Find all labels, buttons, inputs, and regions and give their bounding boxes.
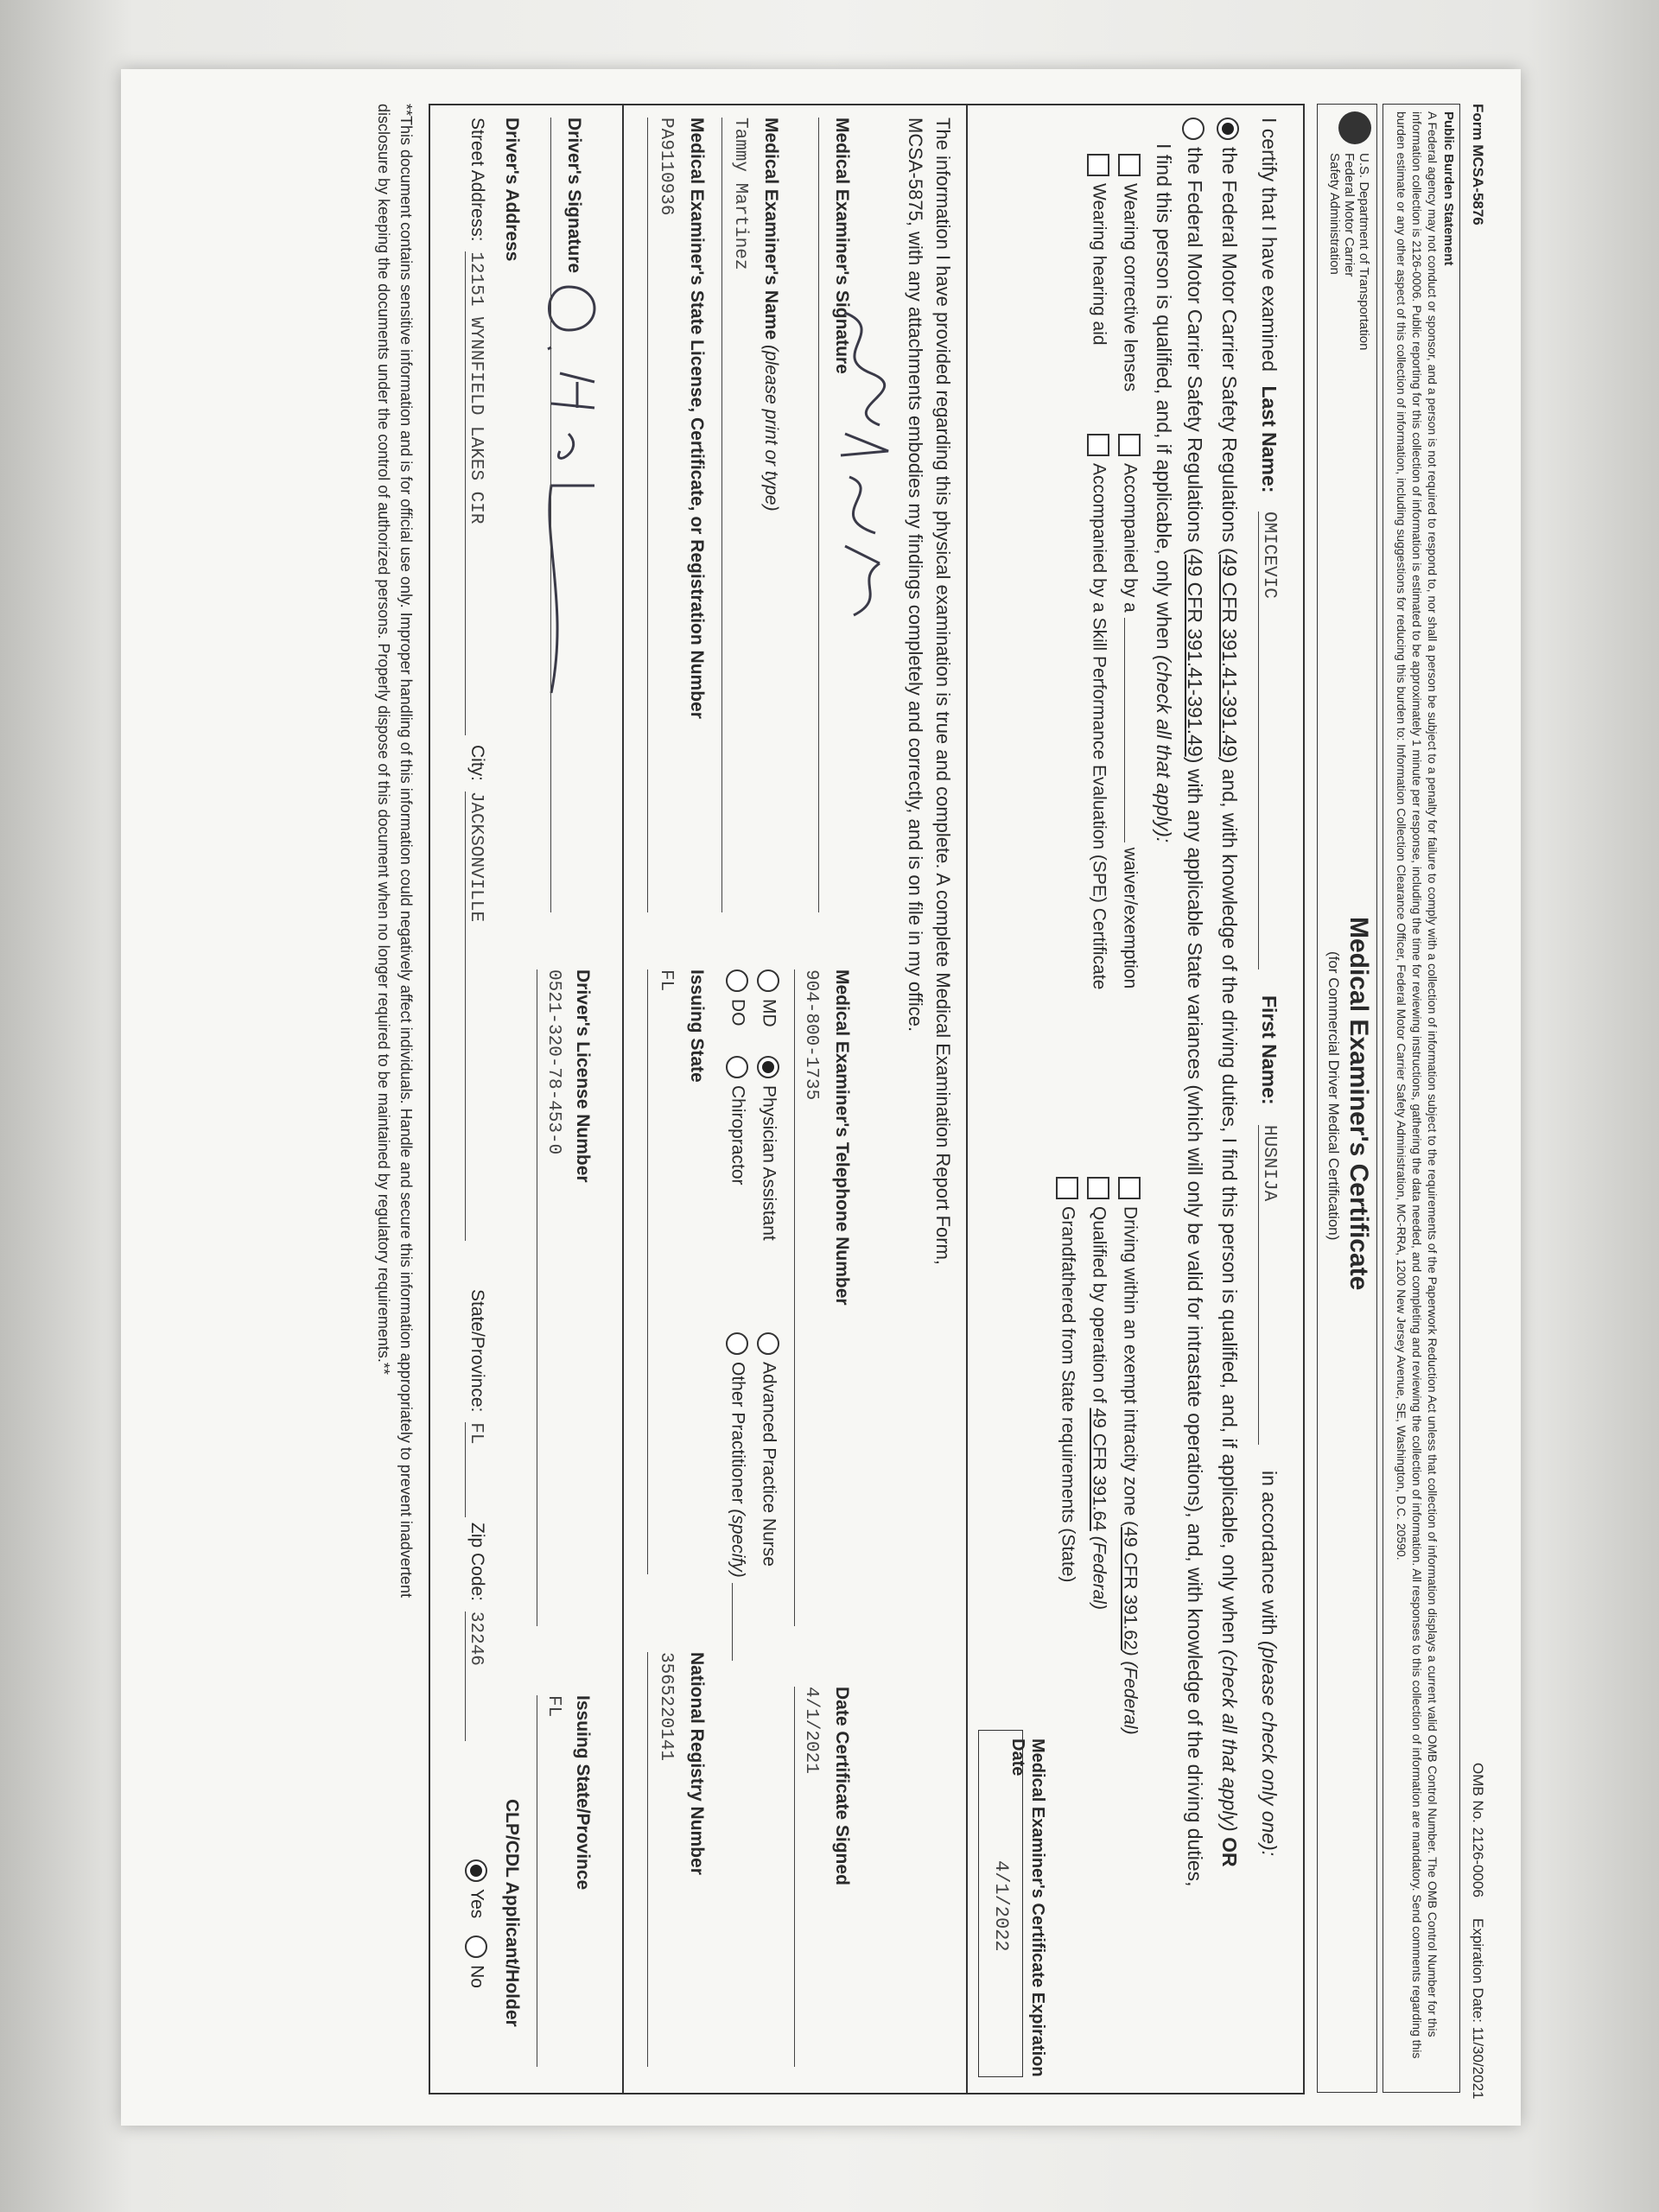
md-radio[interactable]: [757, 969, 779, 992]
cond-label: Qualified by operation of: [1089, 1206, 1109, 1403]
registry-value[interactable]: 3565220141: [656, 1652, 676, 1762]
first-name-label: First Name:: [1258, 995, 1281, 1105]
other-blank[interactable]: [732, 1583, 733, 1661]
form-number: Form MCSA-5876: [1470, 104, 1486, 226]
intracity-checkbox[interactable]: [1118, 1177, 1141, 1199]
cond-label: Wearing hearing aid: [1089, 183, 1109, 346]
examiner-name-label: Medical Examiner's Name: [761, 118, 781, 340]
first-name-field[interactable]: HUSNIJA: [1258, 1125, 1279, 1445]
option-text: the Federal Motor Carrier Safety Regulations (: [1218, 147, 1241, 555]
do-radio[interactable]: [726, 969, 748, 992]
option-note: (check all that apply):: [1153, 654, 1175, 843]
driver-license-value[interactable]: 0521-320-78-453-0: [543, 969, 563, 1155]
phone-value[interactable]: 904-800-1735: [801, 969, 821, 1101]
cond-label: Accompanied by a Skill Performance Evaluation (SPE) Certificate: [1089, 463, 1109, 990]
cond-intracity[interactable]: [1118, 1177, 1141, 1735]
cond-lenses[interactable]: [1118, 154, 1141, 391]
burden-title: Public Burden Statement: [1441, 111, 1456, 266]
type-chiro[interactable]: [726, 1056, 748, 1185]
phone-line: [794, 969, 795, 1626]
city-value[interactable]: JACKSONVILLE: [465, 791, 486, 1241]
last-name-label: Last Name:: [1258, 385, 1281, 493]
type-do[interactable]: [726, 969, 748, 1027]
type-label: Physician Assistant: [759, 1085, 779, 1241]
date-line: [794, 1687, 795, 2067]
type-label: Advanced Practice Nurse: [759, 1362, 779, 1567]
certify-line: [1257, 118, 1281, 493]
driver-signature-line[interactable]: [550, 118, 551, 912]
state-label: State/Province:: [467, 1289, 487, 1413]
license-line: [647, 118, 648, 912]
certificate-title: Medical Examiner's Certificate: [1344, 917, 1373, 1291]
city-label: City:: [467, 745, 487, 781]
expiration-field[interactable]: [978, 1730, 1023, 2077]
option-state: [1182, 118, 1206, 2088]
zip-row: [465, 1522, 487, 1741]
cfr-link: 49 CFR 391.41-391.49: [1184, 554, 1206, 757]
driver-license-label: Driver's License Number: [573, 969, 593, 1183]
cond-label: ) (Federal): [1120, 1649, 1141, 1735]
type-pa[interactable]: [757, 1056, 779, 1241]
type-apn[interactable]: [757, 1332, 779, 1567]
no-label: No: [467, 1965, 487, 1988]
burden-statement: [1382, 104, 1460, 2093]
attestation-line2: MCSA-5875, with any attachments embodies my findings completely and correctly, and is on file in my office.: [905, 118, 926, 1033]
cond-label: (Federal): [1089, 1535, 1109, 1610]
street-value[interactable]: 12151 WYNNFIELD LAKES CIR: [465, 251, 486, 735]
apn-radio[interactable]: [757, 1332, 779, 1355]
examiner-name-line: [721, 118, 722, 912]
clp-yes-radio[interactable]: [465, 1859, 487, 1882]
cond-label: Wearing corrective lenses: [1120, 183, 1141, 392]
agency-line: Safety Administration: [1327, 153, 1342, 275]
yes-label: Yes: [467, 1889, 487, 1919]
grandfathered-checkbox[interactable]: [1056, 1177, 1078, 1199]
examiner-signature-image: [819, 304, 906, 632]
issuing-state-value[interactable]: FL: [656, 969, 676, 992]
spe-checkbox[interactable]: [1087, 434, 1109, 456]
header-band: [1317, 104, 1377, 2093]
lenses-checkbox[interactable]: [1118, 154, 1141, 176]
license-label: Medical Examiner's State License, Certificate, or Registration Number: [687, 118, 707, 719]
certification-box: [429, 104, 1305, 2094]
cond-hearing[interactable]: [1087, 154, 1109, 346]
driver-signature-label: Driver's Signature: [564, 118, 584, 274]
certificate-subtitle: (for Commercial Driver Medical Certification): [1325, 951, 1342, 1241]
type-md[interactable]: [757, 969, 779, 1027]
option-federal: [1217, 118, 1241, 2088]
zip-label: Zip Code:: [467, 1522, 487, 1602]
state-row: [465, 1289, 487, 1517]
pa-radio[interactable]: [757, 1056, 779, 1078]
attestation-line1: The information I have provided regarding this physical examination is true and complete. A complete Medical Examination Report Form,: [932, 118, 954, 1266]
cfr-link: 49 CFR 391.62: [1120, 1527, 1141, 1650]
accompanied-checkbox[interactable]: [1118, 434, 1141, 456]
other-radio[interactable]: [726, 1332, 748, 1355]
cond-grandfathered[interactable]: [1056, 1177, 1078, 1582]
federal-radio[interactable]: [1217, 118, 1239, 140]
street-label: Street Address:: [467, 118, 487, 242]
or-label: OR: [1218, 1837, 1241, 1867]
option-state-cont: [1152, 143, 1175, 842]
agency-block: [1327, 153, 1371, 350]
chiro-radio[interactable]: [726, 1056, 748, 1078]
type-other[interactable]: [726, 1332, 748, 1661]
state-variance-radio[interactable]: [1182, 118, 1205, 140]
date-signed-value[interactable]: 4/1/2021: [801, 1687, 821, 1774]
driver-divider: [622, 105, 624, 2093]
driver-issuing-value[interactable]: FL: [543, 1695, 563, 1718]
examiner-signature-line[interactable]: [818, 118, 819, 912]
cond-label: waiver/exemption: [1120, 847, 1141, 989]
cond-qualified[interactable]: [1087, 1177, 1109, 1610]
examiner-signature-label: Medical Examiner's Signature: [832, 118, 852, 374]
date-signed-label: Date Certificate Signed: [832, 1687, 852, 1885]
cond-label: Grandfathered from State requirements (State): [1058, 1206, 1078, 1583]
waiver-blank[interactable]: [1124, 618, 1125, 842]
type-label: Chiropractor: [728, 1085, 748, 1185]
sensitive-notice-line1: **This document contains sensitive information and is for official use only. Improper handling of this information could negatively affect individuals. Handle and secure this information appropriately to prevent inadvertent: [397, 104, 415, 1598]
expiration-note: Expiration Date: 11/30/2021: [1470, 1918, 1486, 2100]
accordance-note: (please check only one):: [1258, 1640, 1281, 1857]
omb-number: OMB No. 2126-0006: [1470, 1763, 1486, 1897]
cond-spe[interactable]: [1087, 434, 1109, 989]
license-value[interactable]: PA9110936: [656, 118, 676, 216]
cfr-link: 49 CFR 391.64: [1089, 1408, 1109, 1531]
phone-label: Medical Examiner's Telephone Number: [832, 969, 852, 1306]
street-row: [465, 118, 487, 735]
qualified-checkbox[interactable]: [1087, 1177, 1109, 1199]
registry-label: National Registry Number: [687, 1652, 707, 1875]
cond-label: Accompanied by a: [1120, 463, 1141, 613]
expiration-label: Medical Examiner's Certificate Expiration Date: [1008, 1738, 1047, 2077]
last-name-field[interactable]: OMICEVIC: [1258, 512, 1279, 969]
cond-accompanied[interactable]: [1118, 434, 1141, 988]
type-label: DO: [728, 999, 748, 1027]
agency-line: U.S. Department of Transportation: [1357, 153, 1371, 351]
accordance-label: in accordance with: [1258, 1471, 1281, 1636]
examiner-name-label-wrap: [760, 118, 781, 512]
clp-label: CLP/CDL Applicant/Holder: [502, 1799, 522, 2027]
type-label: Other Practitioner: [728, 1362, 748, 1504]
burden-text: A Federal agency may not conduct or sponsor, and a person is not required to respond to, nor shall a person be subject to a penalty for failure to comply with a collection of information subject to the requirements of the Paperwork Reduction Act unless that collection of information displays a current valid OMB Control Number. The OMB Control Number for this information collection is 2126-0006. Public reporting for this collection of information is estimated to be approximately 1 minute per response, including the time for reviewing instructions, gathering the data needed, and completing and reviewing the collection of information. All responses to this collection of information are mandatory. Send comments regarding this burden estimate or any other aspect of this collection of information, including suggestions for reducing this burden to: Information Collection Clearance Officer, Federal Motor Carrier Safety Administration, MC-RRA, 1200 New Jersey Avenue, SE, Washington, D.C. 20590.: [1395, 111, 1440, 2059]
sensitive-notice-line2: disclosure by keeping the documents under the control of authorized persons. Properly dispose of this document when no longer required to be maintained by regulatory requirements.**: [375, 104, 392, 1375]
clp-options: [465, 1859, 487, 1988]
agency-line: Federal Motor Carrier: [1342, 153, 1357, 277]
examiner-name-note: (please print or type): [761, 344, 781, 512]
cond-label: Driving within an exempt intracity zone (: [1120, 1206, 1141, 1528]
option-text: ) with any applicable State variances (which will only be valid for intrastate operations), and, with knowledge of the driving duties,: [1184, 756, 1206, 1887]
expiration-value: 4/1/2022: [990, 1860, 1012, 1952]
driver-signature-image: [534, 278, 620, 710]
issuing-state-line: [647, 969, 648, 1574]
option-note: (check all that apply): [1218, 1649, 1241, 1832]
section-divider: [966, 105, 968, 2093]
dot-logo-icon: [1338, 111, 1371, 144]
type-note: (specify): [728, 1509, 748, 1578]
registry-line: [647, 1652, 648, 2067]
city-row: [465, 745, 487, 1241]
certificate-page: [121, 69, 1521, 2126]
option-text: ) and, with knowledge of the driving duties, I find this person is qualified, and, if applicable, only when: [1218, 756, 1241, 1644]
certify-prefix: I certify that I have examined: [1258, 118, 1281, 372]
cfr-link: 49 CFR 391.41-391.49: [1218, 554, 1241, 757]
option-text: the Federal Motor Carrier Safety Regulations (: [1184, 147, 1206, 555]
driver-issuing-label: Issuing State/Province: [573, 1695, 593, 1891]
examiner-name-value[interactable]: Tammy Martinez: [730, 118, 750, 270]
issuing-state-label: Issuing State: [687, 969, 707, 1083]
zip-value[interactable]: 32246: [465, 1611, 486, 1741]
state-value[interactable]: FL: [465, 1422, 486, 1517]
type-label: MD: [759, 999, 779, 1027]
driver-address-label: Driver's Address: [502, 118, 522, 262]
option-text: I find this person is qualified, and, if applicable, only when: [1153, 143, 1175, 650]
hearing-checkbox[interactable]: [1087, 154, 1109, 176]
clp-no-radio[interactable]: [465, 1936, 487, 1958]
accordance-text: [1257, 1471, 1281, 1856]
